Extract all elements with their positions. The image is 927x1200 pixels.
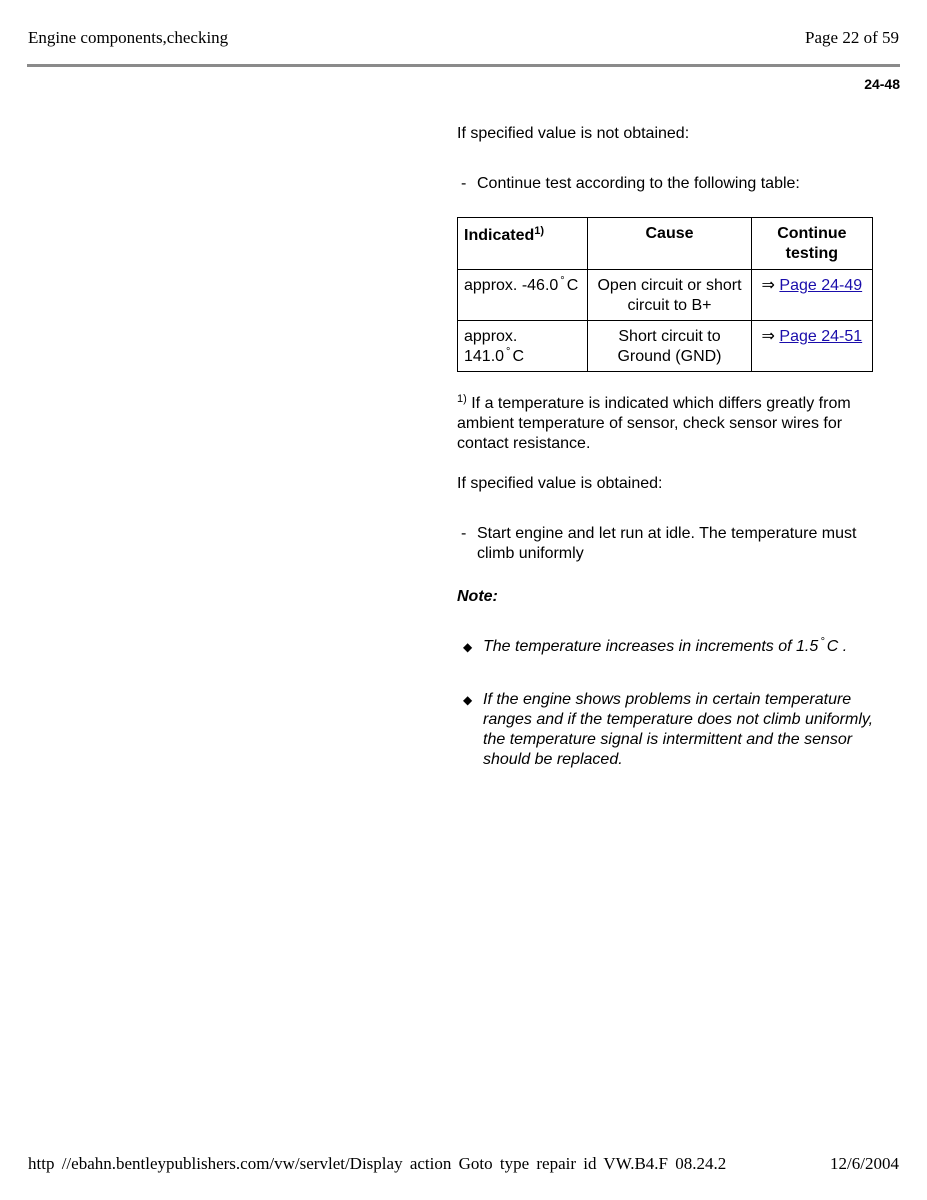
note-bullet <box>457 637 877 657</box>
continue-test-step <box>457 174 877 194</box>
diamond-bullet-icon: ◆ <box>463 640 473 654</box>
header-cause: Cause <box>588 218 751 270</box>
note-bullet-text: If the engine shows problems in certain temperature ranges and if the temperature does not climb uniformly, the temperature signal is intermittent and the sensor should be replaced. <box>483 691 874 768</box>
diamond-bullet-icon: ◆ <box>463 693 473 707</box>
footnote-ref: 1) <box>534 225 545 237</box>
degree-symbol: ° <box>820 636 825 648</box>
arrow-icon: ⇒ <box>761 277 775 294</box>
continue-cell <box>751 270 872 321</box>
not-obtained-text: If specified value is not obtained: <box>457 125 690 142</box>
page-header-title: Engine components,checking <box>28 28 229 47</box>
note-bullet-text: The temperature increases in increments of 1.5 ° C . <box>483 636 848 655</box>
table-row <box>458 270 873 321</box>
table-header-row <box>458 218 873 270</box>
footer-url: http //ebahn.bentleypublishers.com/vw/servlet/Display action Goto type repair id VW.B4.F 08.24.2 <box>28 1154 727 1173</box>
indicated-cell: approx. -46.0 ° C <box>458 270 588 321</box>
dash-marker: - <box>461 175 467 192</box>
cause-cell: Open circuit or short circuit to B+ <box>588 270 751 321</box>
start-engine-text: Start engine and let run at idle. The temperature must climb uniformly <box>477 525 857 562</box>
cause-table <box>457 217 873 372</box>
note-bullet <box>457 690 877 770</box>
cause-cell: Short circuit to Ground (GND) <box>588 321 751 372</box>
indicated-cell: approx. 141.0 ° C <box>458 321 588 372</box>
main-content <box>457 124 877 770</box>
degree-symbol: ° <box>560 275 565 287</box>
arrow-icon: ⇒ <box>761 328 775 345</box>
dash-marker: - <box>461 525 467 542</box>
page-link-24-51[interactable]: Page 24-51 <box>779 328 863 345</box>
footnote-marker: 1) <box>457 393 467 405</box>
obtained-text: If specified value is obtained: <box>457 475 663 492</box>
degree-symbol: ° <box>506 346 511 358</box>
page-number: Page 22 of 59 <box>805 28 899 47</box>
continue-test-text: Continue test according to the following table: <box>477 175 800 192</box>
table-row <box>458 321 873 372</box>
footnote <box>457 394 877 454</box>
header-indicated: Indicated$^{1)}$ <box>458 218 588 270</box>
note-heading: Note: <box>457 588 498 605</box>
header-continue-testing: Continue testing <box>751 218 872 270</box>
footer-date: 12/6/2004 <box>830 1154 899 1173</box>
section-number: 24-48 <box>864 76 900 92</box>
page-link-24-49[interactable]: Page 24-49 <box>779 277 863 294</box>
footnote-text: If a temperature is indicated which differs greatly from ambient temperature of sensor, check sensor wires for contact resistance. <box>457 395 851 452</box>
start-engine-step <box>457 524 877 564</box>
header-divider <box>27 64 900 67</box>
continue-cell <box>751 321 872 372</box>
